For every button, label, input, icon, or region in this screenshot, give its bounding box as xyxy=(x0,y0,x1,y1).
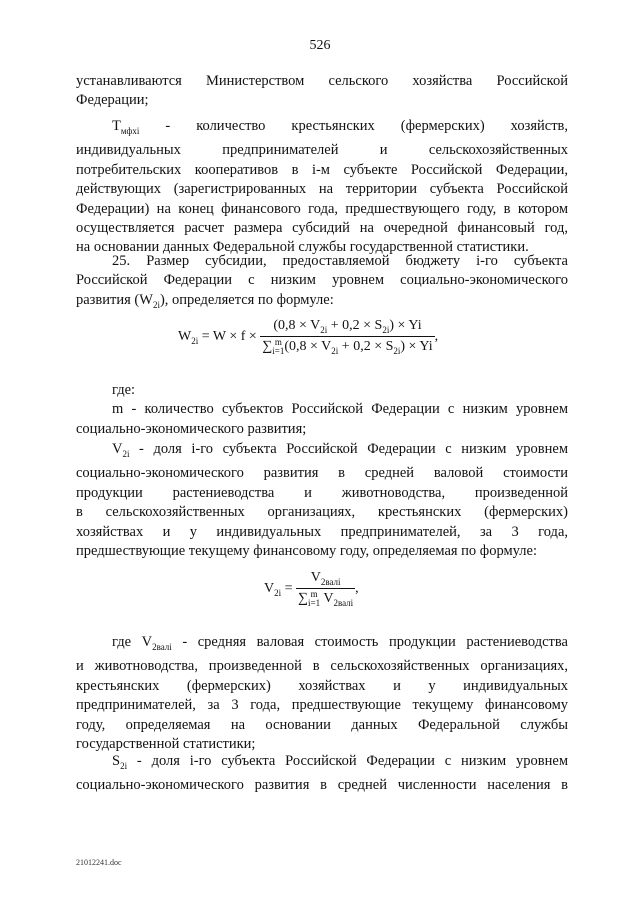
formula-lhs-sub: 2i xyxy=(191,335,199,346)
formula-part: V xyxy=(320,591,334,607)
formula-sub: 2i xyxy=(382,324,390,335)
text-fragment: - средняя валовая стоимость продукции растениеводства xyxy=(171,634,568,650)
text-line: 25. Размер субсидии, предоставляемой бюджету i-го субъекта xyxy=(112,253,568,269)
text-line: предшествующие текущему финансовому году, определяемая по формуле: xyxy=(76,542,537,559)
formula-sub: 2i xyxy=(331,345,339,356)
fraction xyxy=(260,318,434,356)
text-line: m - количество субъектов Российской Федерации с низким уровнем xyxy=(112,401,568,418)
text-line: на основании данных Федеральной службы государственной статистики. xyxy=(76,239,529,256)
paragraph-25 xyxy=(76,252,568,315)
formula-v2i xyxy=(264,570,359,608)
subscript: 2i xyxy=(152,299,160,310)
text-line xyxy=(76,752,568,776)
formula-lhs-sub: 2i xyxy=(274,587,282,598)
text-line: социально-экономического развития; xyxy=(76,420,307,437)
v2val-definition xyxy=(76,633,568,754)
text-line: действующих (зарегистрированных на территории субъекта Российской xyxy=(76,181,568,198)
text-line: предпринимателей, за 3 года, предшествующие текущему финансовому xyxy=(76,697,568,714)
page-number: 526 xyxy=(309,38,331,53)
formula-sub: 2i xyxy=(393,345,401,356)
text-fragment: где V xyxy=(112,634,153,650)
formula-sub: 2валi xyxy=(333,597,354,608)
text-line: потребительских кооперативов в i-м субъекте Российской Федерации, xyxy=(76,161,568,178)
v2i-definition xyxy=(76,440,568,561)
text-line: устанавливаются Министерством сельского хозяйства Российской xyxy=(76,73,568,89)
text-line: хозяйствах и у индивидуальных предпринимателей, за 3 года, xyxy=(76,523,568,540)
sum-lower: i=1 xyxy=(272,345,285,356)
text-line: году, определяемая на основании данных Федеральной службы xyxy=(76,716,568,733)
sum-sign: ∑ xyxy=(298,591,309,607)
text-line xyxy=(76,117,568,141)
text-line: социально-экономического развития в средней валовой стоимости xyxy=(76,465,568,482)
text-line: социально-экономического развития в средней численности населения в xyxy=(76,777,568,794)
text-fragment: ), определяется по формуле: xyxy=(159,291,334,308)
text-line: и животноводства, произведенной в сельскохозяйственных организациях, xyxy=(76,658,568,675)
formula-eq: = xyxy=(281,581,297,597)
formula-lhs: V xyxy=(264,581,275,597)
formula-tail: , xyxy=(434,329,439,345)
sum-sign: ∑ xyxy=(262,339,273,355)
formula-part: (0,8 × V xyxy=(284,339,332,355)
sum-upper: m xyxy=(310,588,318,599)
formula-part: + 0,2 × S xyxy=(338,339,394,355)
v-subscript: 2i xyxy=(122,448,130,459)
tmfh-definition xyxy=(76,117,568,258)
formula-part: (0,8 × V xyxy=(273,318,321,333)
fraction-numerator xyxy=(296,570,355,588)
text-line: осуществляется расчет размера субсидий на очередной финансовый год, xyxy=(76,219,568,236)
formula-eq: = W × f × xyxy=(198,329,261,345)
formula-lhs: W xyxy=(178,329,192,345)
sum-lower: i=1 xyxy=(308,597,321,608)
text-line: индивидуальных предпринимателей и сельскохозяйственных xyxy=(76,142,568,159)
text-line xyxy=(76,440,568,464)
fraction-denominator xyxy=(296,588,355,608)
paragraph-intro xyxy=(76,72,568,111)
tmfh-subscript: мфхi xyxy=(120,125,140,136)
fraction-denominator xyxy=(260,336,434,356)
formula-part: ) × Yi xyxy=(400,339,433,355)
text-line xyxy=(76,291,568,315)
text-fragment: - доля i-го субъекта Российской Федерации с низким уровнем xyxy=(129,441,568,457)
s-symbol: S xyxy=(112,753,121,769)
tmfh-symbol: T xyxy=(112,118,121,134)
formula-tail: , xyxy=(355,581,359,597)
sum-upper: m xyxy=(274,336,282,347)
text-fragment: - доля i-го субъекта Российской Федерации с низким уровнем xyxy=(127,753,568,769)
fraction-numerator xyxy=(260,318,434,336)
text-line: Российской Федерации с низким уровнем социально-экономического xyxy=(76,272,568,289)
text-line xyxy=(76,633,568,657)
text-line: государственной статистики; xyxy=(76,735,256,752)
text-line: Федерации; xyxy=(76,92,149,109)
v-symbol: V xyxy=(112,441,123,457)
formula-sub: 2i xyxy=(320,324,328,335)
text-line: в сельскохозяйственных организациях, крестьянских (фермерских) xyxy=(76,504,568,521)
formula-part: V xyxy=(310,570,321,585)
formula-part: ) × Yi xyxy=(389,318,422,333)
tmfh-first-line: - количество крестьянских (фермерских) хозяйств, xyxy=(165,118,569,134)
formula-w2i xyxy=(178,318,438,356)
s2i-definition xyxy=(76,752,568,796)
s-subscript: 2i xyxy=(120,760,128,771)
formula-part: + 0,2 × S xyxy=(327,318,383,333)
fraction xyxy=(296,570,355,608)
where-label: где: xyxy=(112,382,136,398)
text-line: крестьянских (фермерских) хозяйствах и у индивидуальных xyxy=(76,677,568,694)
where-block xyxy=(76,381,568,439)
text-line: продукции растениеводства и животноводства, произведенной xyxy=(76,484,568,501)
text-fragment: развития (W xyxy=(76,291,153,308)
formula-sub: 2валi xyxy=(320,576,341,587)
text-line: Федерации) на конец финансового года, предшествующего году, в котором xyxy=(76,200,568,217)
subscript: 2валi xyxy=(152,641,172,652)
document-footer: 21012241.doc xyxy=(76,858,122,867)
